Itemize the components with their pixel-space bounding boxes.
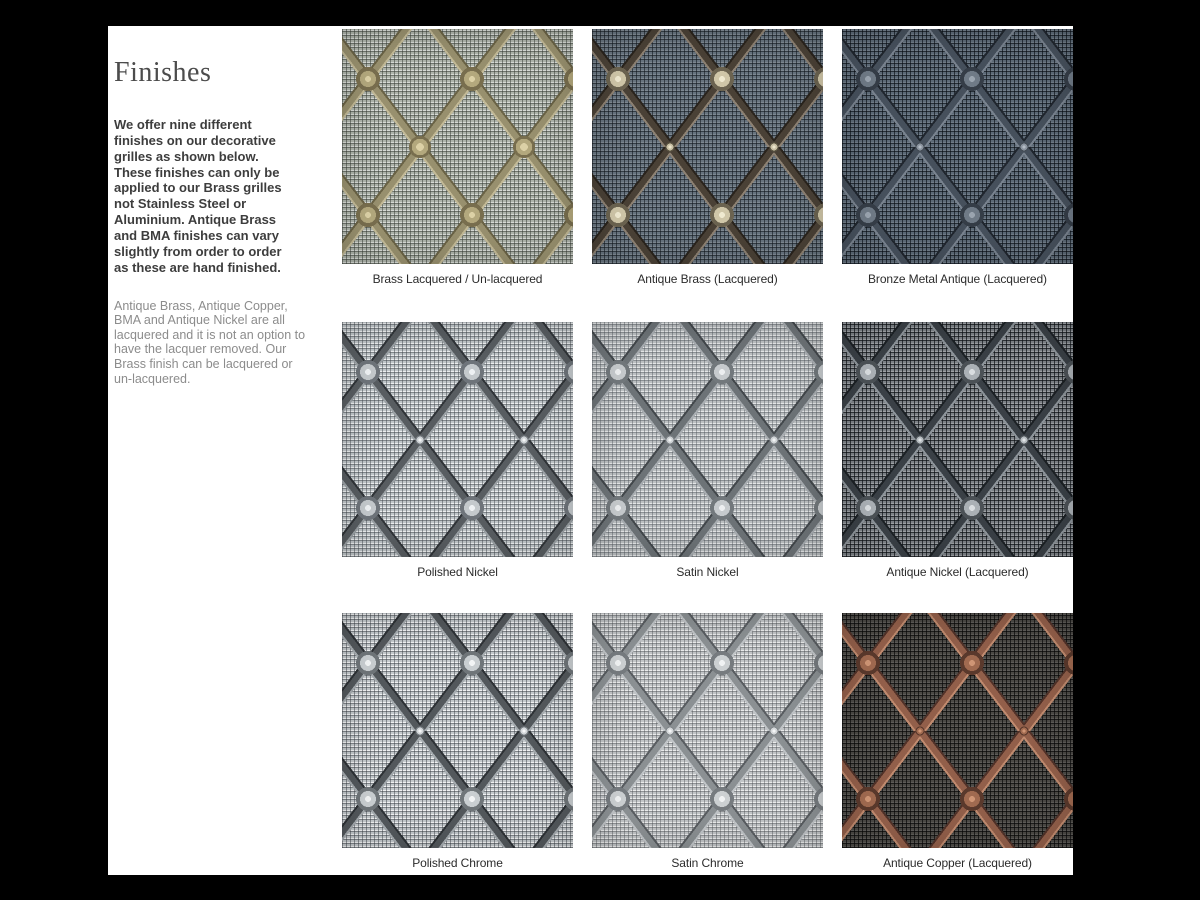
finish-card-brass <box>342 29 573 286</box>
grille-image-brass <box>342 29 573 264</box>
finish-card-bronze-metal-antique <box>842 29 1073 286</box>
finish-caption: Brass Lacquered / Un-lacquered <box>372 272 543 286</box>
grille-image-satin-chrome <box>592 613 823 848</box>
finish-caption: Antique Copper (Lacquered) <box>883 856 1032 870</box>
grille-image-polished-nickel <box>342 322 573 557</box>
finish-card-antique-brass <box>592 29 823 286</box>
grille-image-antique-brass <box>592 29 823 264</box>
page-title: Finishes <box>114 56 212 88</box>
grille-image-satin-nickel <box>592 322 823 557</box>
finish-caption: Satin Nickel <box>676 565 739 579</box>
intro-paragraph-note: Antique Brass, Antique Copper, BMA and Antique Nickel are all lacquered and it is not an option to have the lacquer removed. Our Brass finish can be lacquered or un-lacquered. <box>114 298 306 386</box>
finish-card-satin-chrome <box>592 613 823 870</box>
finish-caption: Polished Chrome <box>412 856 503 870</box>
finish-caption: Satin Chrome <box>671 856 744 870</box>
finish-caption: Bronze Metal Antique (Lacquered) <box>868 272 1047 286</box>
grille-image-polished-chrome <box>342 613 573 848</box>
content-page <box>108 26 1073 875</box>
finish-card-polished-nickel <box>342 322 573 579</box>
intro-paragraph-bold: We offer nine different finishes on our decorative grilles as shown below. These finishes can only be applied to our Brass grilles not Stainless Steel or Aluminium. Antique Brass and BMA finishes can vary slightly from order to order as these are hand finished. <box>114 117 282 275</box>
grille-image-antique-copper <box>842 613 1073 848</box>
grille-image-antique-nickel <box>842 322 1073 557</box>
finish-card-polished-chrome <box>342 613 573 870</box>
finish-card-satin-nickel <box>592 322 823 579</box>
finish-caption: Antique Nickel (Lacquered) <box>886 565 1029 579</box>
finish-card-antique-nickel <box>842 322 1073 579</box>
finish-caption: Antique Brass (Lacquered) <box>637 272 778 286</box>
grille-image-bronze-metal-antique <box>842 29 1073 264</box>
finish-caption: Polished Nickel <box>417 565 498 579</box>
finish-card-antique-copper <box>842 613 1073 870</box>
